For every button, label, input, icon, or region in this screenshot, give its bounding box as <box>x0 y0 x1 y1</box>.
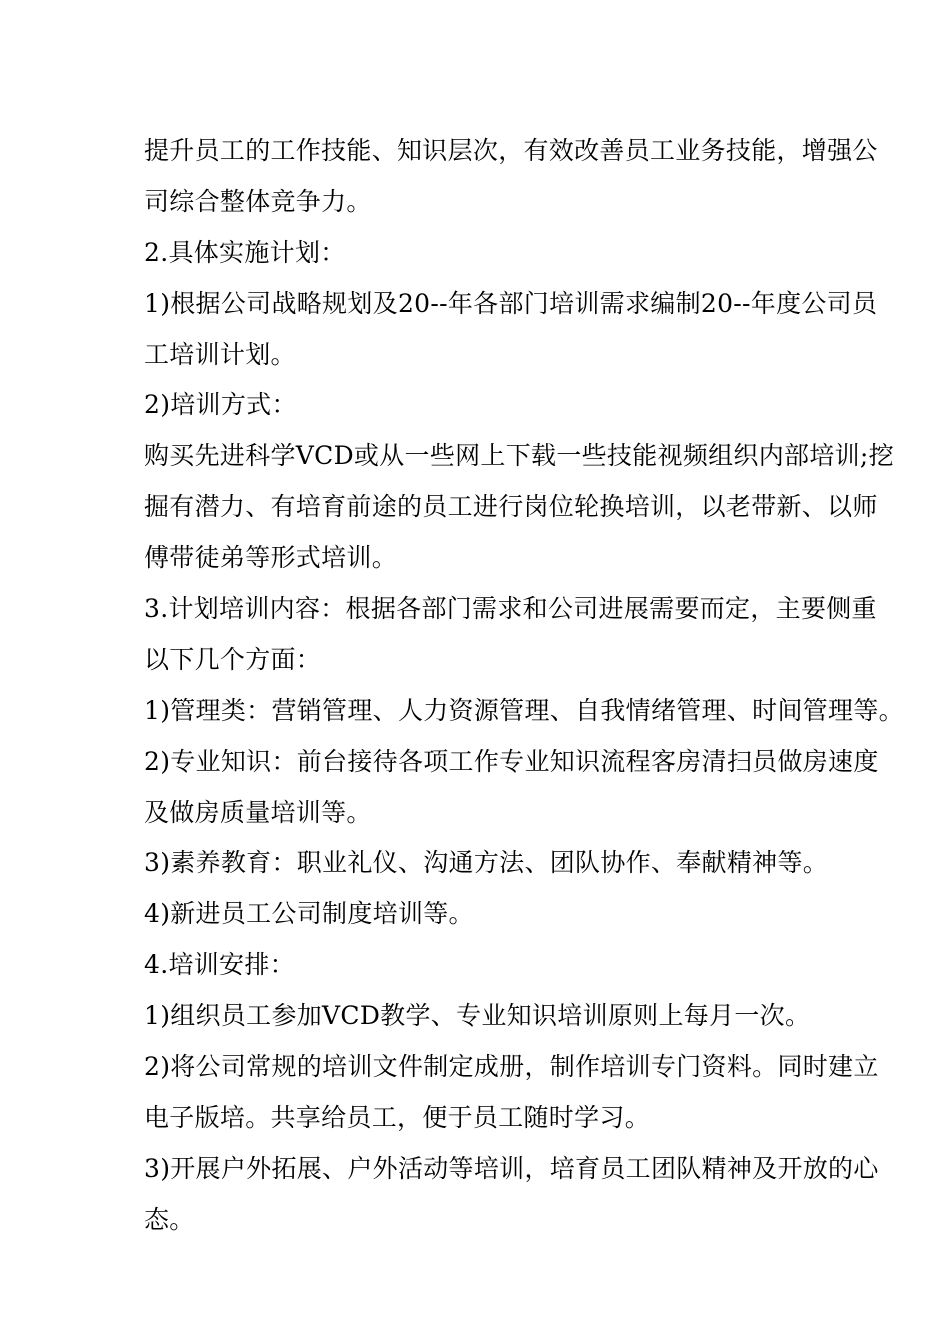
text-line: 及做房质量培训等。 <box>144 797 372 827</box>
text-line: 购买先进科学VCD或从一些网上下载一些技能视频组织内部培训;挖 <box>144 441 894 471</box>
text-line: 4)新进员工公司制度培训等。 <box>144 899 474 929</box>
section-heading: 3.计划培训内容：根据各部门需求和公司进展需要而定，主要侧重 <box>144 594 877 624</box>
section-heading: 4.培训安排： <box>144 950 295 980</box>
text-line: 2)专业知识：前台接待各项工作专业知识流程客房清扫员做房速度 <box>144 746 879 776</box>
text-line: 电子版培。共享给员工，便于员工随时学习。 <box>144 1102 651 1132</box>
text-line: 3)开展户外拓展、户外活动等培训，培育员工团队精神及开放的心 <box>144 1153 879 1183</box>
text-line: 态。 <box>144 1204 195 1234</box>
text-line: 2)将公司常规的培训文件制定成册，制作培训专门资料。同时建立 <box>144 1052 879 1082</box>
text-line: 提升员工的工作技能、知识层次，有效改善员工业务技能，增强公 <box>144 136 878 165</box>
text-line: 掘有潜力、有培育前途的员工进行岗位轮换培训，以老带新、以师 <box>144 492 878 522</box>
text-line: 傅带徒弟等形式培训。 <box>144 543 398 573</box>
text-line: 司综合整体竞争力。 <box>144 186 372 216</box>
text-line: 2)培训方式： <box>144 390 297 420</box>
text-line: 工培训计划。 <box>144 339 296 369</box>
text-line: 1)管理类：营销管理、人力资源管理、自我情绪管理、时间管理等。 <box>144 695 904 725</box>
text-line: 1)根据公司战略规划及20--年各部门培训需求编制20--年度公司员 <box>144 288 878 318</box>
text-line: 以下几个方面： <box>144 644 322 674</box>
section-heading: 2.具体实施计划： <box>144 237 346 267</box>
text-line: 3)素养教育：职业礼仪、沟通方法、团队协作、奉献精神等。 <box>144 848 829 878</box>
text-line: 1)组织员工参加VCD教学、专业知识培训原则上每月一次。 <box>144 1001 811 1031</box>
document-body <box>144 126 904 1246</box>
